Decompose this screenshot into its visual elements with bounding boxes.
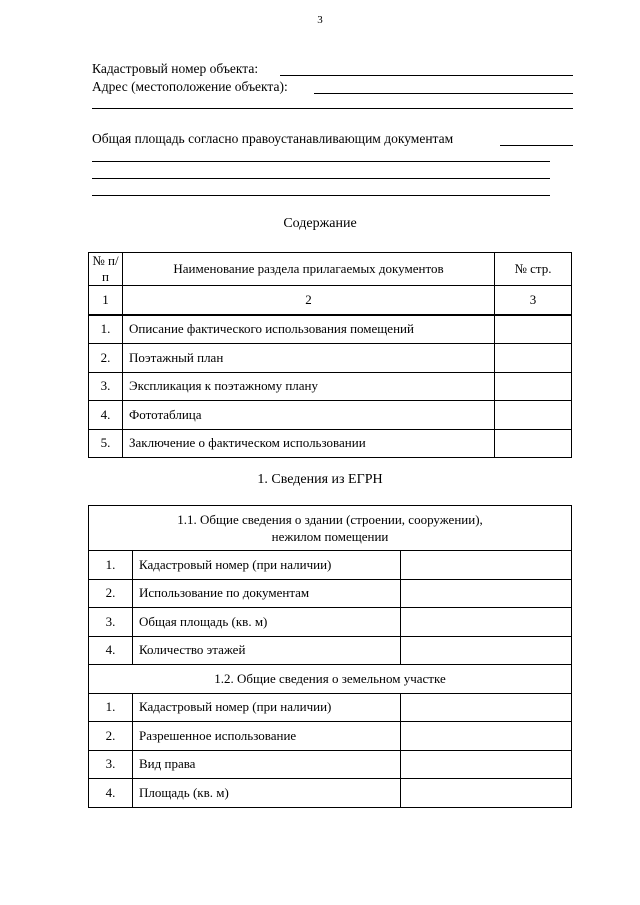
- row-num: 1.: [89, 551, 133, 580]
- row-value[interactable]: [401, 636, 572, 665]
- table-row: [89, 315, 572, 344]
- row-page[interactable]: [495, 315, 572, 344]
- row-page[interactable]: [495, 344, 572, 373]
- table-row: [89, 636, 572, 665]
- row-label: Площадь (кв. м): [133, 779, 401, 808]
- row-page[interactable]: [495, 401, 572, 430]
- row-num: 5.: [89, 429, 123, 458]
- row-num: 1.: [89, 693, 133, 722]
- row-value[interactable]: [401, 779, 572, 808]
- row-label: Вид права: [133, 750, 401, 779]
- egrn-title: 1. Сведения из ЕГРН: [257, 472, 383, 487]
- table-row: [89, 693, 572, 722]
- row-value[interactable]: [401, 579, 572, 608]
- building-title-line-2: нежилом помещении: [271, 529, 389, 544]
- table-row: [89, 722, 572, 751]
- table-row: [89, 401, 572, 430]
- row-value[interactable]: [401, 551, 572, 580]
- table-row: [89, 551, 572, 580]
- row-num: 4.: [89, 779, 133, 808]
- address-label: Адрес (местоположение объекта):: [92, 79, 288, 94]
- building-section-title: [89, 506, 572, 551]
- row-num: 4.: [89, 401, 123, 430]
- cadastral-number-field[interactable]: [280, 75, 573, 76]
- row-num: 4.: [89, 636, 133, 665]
- total-area-line-2[interactable]: [92, 178, 550, 179]
- row-num: 2.: [89, 344, 123, 373]
- total-area-line-3[interactable]: [92, 195, 550, 196]
- row-label: Кадастровый номер (при наличии): [133, 693, 401, 722]
- header-num: № п/п: [89, 253, 123, 286]
- row-value[interactable]: [401, 693, 572, 722]
- contents-index-row: [89, 286, 572, 315]
- row-name: Описание фактического использования помещений: [123, 315, 495, 344]
- row-label: Общая площадь (кв. м): [133, 608, 401, 637]
- table-row: [89, 429, 572, 458]
- row-page[interactable]: [495, 372, 572, 401]
- table-row: [89, 608, 572, 637]
- egrn-table: [88, 505, 572, 808]
- row-num: 2.: [89, 579, 133, 608]
- row-label: Кадастровый номер (при наличии): [133, 551, 401, 580]
- page-number: 3: [317, 14, 323, 26]
- row-value[interactable]: [401, 722, 572, 751]
- row-num: 2.: [89, 722, 133, 751]
- row-value[interactable]: [401, 750, 572, 779]
- total-area-label: Общая площадь согласно правоустанавливающим документам: [92, 131, 454, 146]
- table-row: [89, 750, 572, 779]
- contents-title: Содержание: [283, 216, 357, 231]
- total-area-line-1[interactable]: [92, 161, 550, 162]
- row-page[interactable]: [495, 429, 572, 458]
- row-num: 3.: [89, 372, 123, 401]
- header-name: Наименование раздела прилагаемых документов: [123, 253, 495, 286]
- row-label: Разрешенное использование: [133, 722, 401, 751]
- contents-table: [88, 252, 572, 458]
- land-section-title: 1.2. Общие сведения о земельном участке: [89, 665, 572, 694]
- contents-header-row: [89, 253, 572, 286]
- land-section-header: [89, 665, 572, 694]
- row-value[interactable]: [401, 608, 572, 637]
- row-name: Фототаблица: [123, 401, 495, 430]
- building-title-line-1: 1.1. Общие сведения о здании (строении, сооружении),: [177, 512, 483, 527]
- table-row: [89, 779, 572, 808]
- row-label: Использование по документам: [133, 579, 401, 608]
- address-field[interactable]: [314, 93, 573, 94]
- table-row: [89, 579, 572, 608]
- row-num: 1.: [89, 315, 123, 344]
- table-row: [89, 372, 572, 401]
- row-num: 3.: [89, 608, 133, 637]
- table-row: [89, 344, 572, 373]
- row-num: 3.: [89, 750, 133, 779]
- total-area-field[interactable]: [500, 145, 573, 146]
- index-name: 2: [123, 286, 495, 315]
- row-name: Заключение о фактическом использовании: [123, 429, 495, 458]
- row-name: Экспликация к поэтажному плану: [123, 372, 495, 401]
- building-section-header: [89, 506, 572, 551]
- header-page: № стр.: [495, 253, 572, 286]
- row-name: Поэтажный план: [123, 344, 495, 373]
- row-label: Количество этажей: [133, 636, 401, 665]
- cadastral-number-label: Кадастровый номер объекта:: [92, 61, 259, 76]
- index-num: 1: [89, 286, 123, 315]
- index-page: 3: [495, 286, 572, 315]
- address-field-continuation[interactable]: [92, 108, 573, 109]
